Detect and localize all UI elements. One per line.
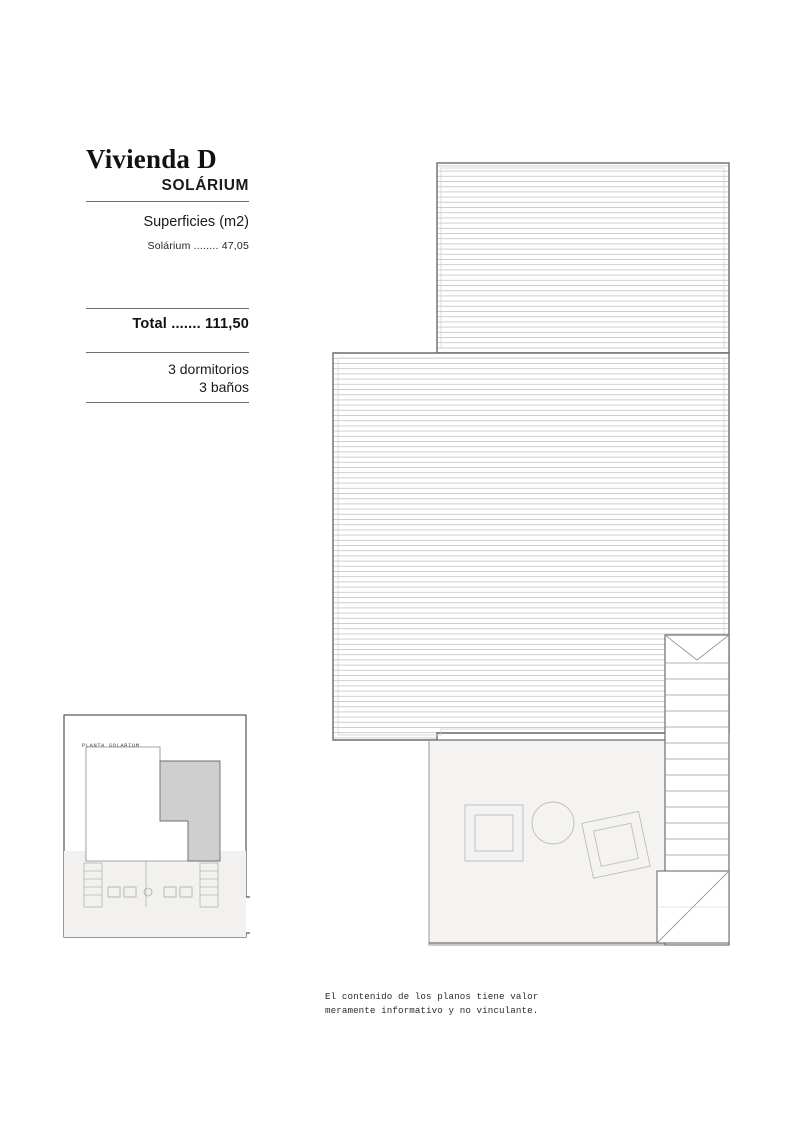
divider-below-rooms [86, 402, 249, 403]
floor-plan-drawing [325, 155, 745, 955]
total-area-row: Total ....... 111,50 [132, 316, 249, 333]
rooms-block [86, 352, 249, 403]
divider-under-subtitle [86, 201, 249, 202]
staircase [657, 635, 729, 945]
key-plan [60, 711, 250, 941]
disclaimer-line-2: meramente informativo y no vinculante. [325, 1004, 539, 1016]
room-row-bathrooms: 3 baños [199, 379, 249, 396]
room-row-bedrooms: 3 dormitorios [168, 361, 249, 378]
disclaimer [325, 990, 745, 1018]
divider-above-rooms [86, 352, 249, 353]
floor-subtitle: SOLÁRIUM [161, 177, 249, 195]
areas-heading: Superficies (m2) [143, 214, 249, 231]
total-block [86, 308, 249, 332]
page-title: Vivienda D [86, 144, 217, 174]
unit-info-panel [86, 145, 249, 403]
key-plan-lower-band [64, 851, 246, 937]
area-row-solarium: Solárium ........ 47,05 [147, 240, 249, 253]
solarium-upper-deck [437, 163, 729, 353]
disclaimer-line-1: El contenido de los planos tiene valor [325, 991, 539, 1002]
floor-plan-svg [325, 155, 745, 955]
divider-above-total [86, 308, 249, 309]
key-plan-label: PLANTA SOLARIUM [82, 743, 140, 749]
